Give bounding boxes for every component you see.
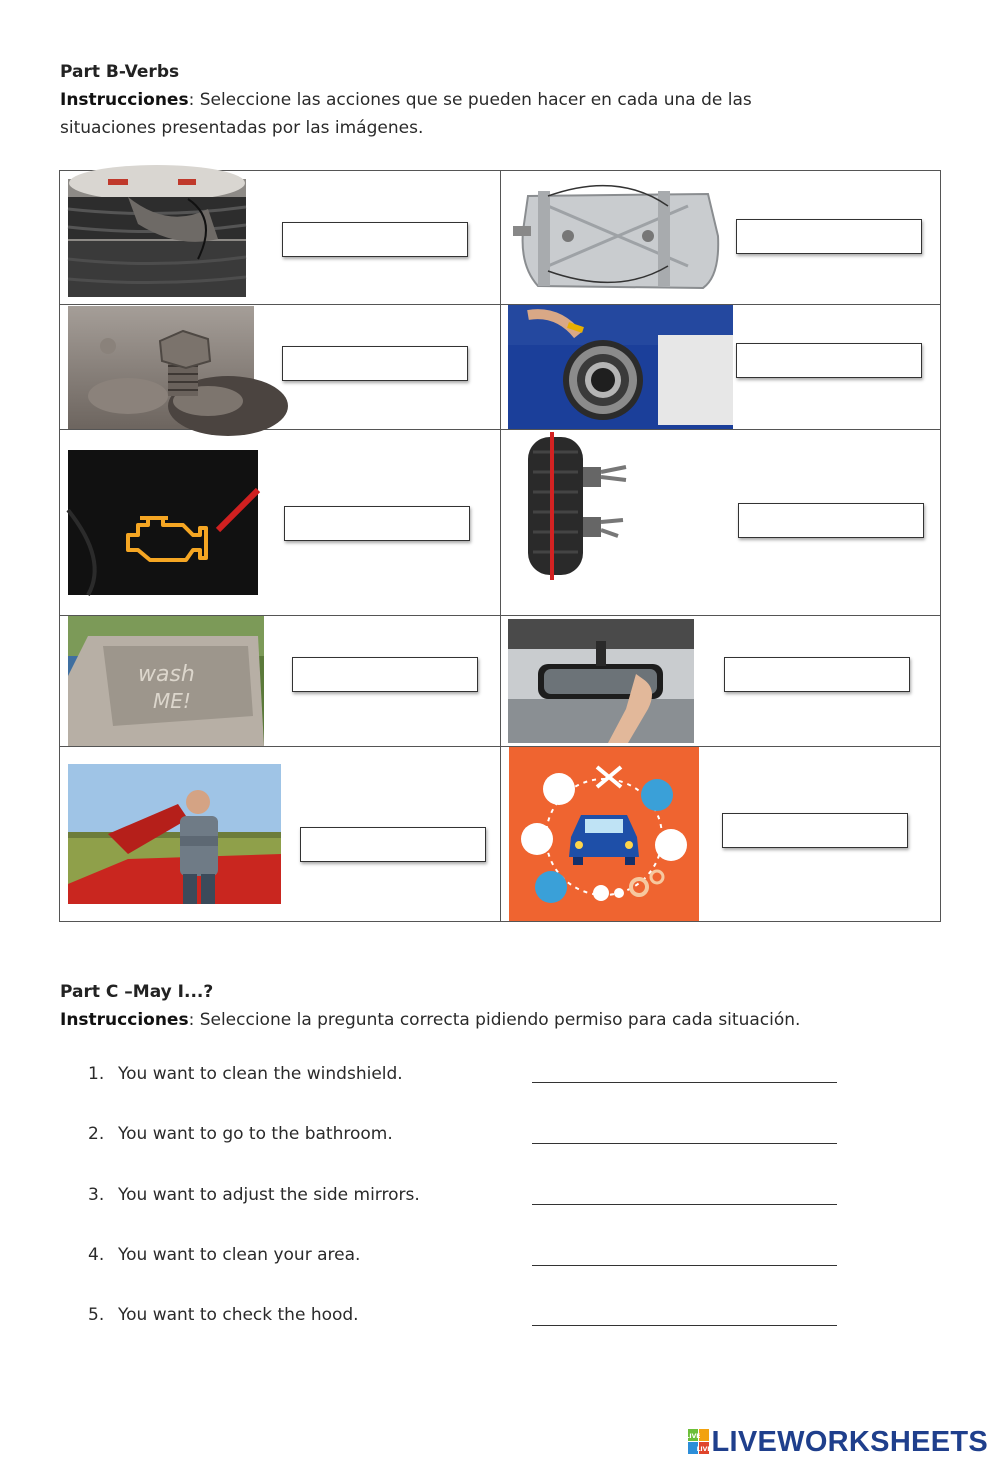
- answer-box-bearing[interactable]: [736, 343, 922, 378]
- question-number: 1.: [88, 1064, 105, 1084]
- wheel-alignment-image: [518, 432, 633, 580]
- answer-line-5[interactable]: [532, 1325, 837, 1326]
- part-c-instructions-label: Instrucciones: [60, 1010, 189, 1030]
- instructions-text: : Seleccione las acciones que se pueden hacer en cada una de las: [188, 90, 752, 110]
- instructions-label: Instrucciones: [60, 90, 189, 110]
- answer-box-wash-car[interactable]: [292, 657, 478, 692]
- question-5: [88, 1305, 359, 1325]
- answer-line-1[interactable]: [532, 1082, 837, 1083]
- question-number: 2.: [88, 1124, 105, 1144]
- question-1: [88, 1064, 403, 1084]
- part-c-title: Part C –May I...?: [60, 982, 214, 1002]
- answer-line-4[interactable]: [532, 1265, 837, 1266]
- question-text: You want to clean the windshield.: [118, 1064, 403, 1084]
- question-4: [88, 1245, 360, 1265]
- check-engine-light-image: [68, 450, 258, 595]
- instructions-text-2: situaciones presentadas por las imágenes.: [60, 118, 424, 138]
- liveworksheets-logo-icon: [685, 1429, 711, 1455]
- question-number: 5.: [88, 1305, 105, 1325]
- answer-box-window-regulator[interactable]: [736, 219, 922, 254]
- question-text: You want to adjust the side mirrors.: [118, 1185, 420, 1205]
- question-2: [88, 1124, 393, 1144]
- logo-badge-top: LIVE: [685, 1433, 700, 1440]
- part-c-instructions-text: : Seleccione la pregunta correcta pidiendo permiso para cada situación.: [188, 1010, 801, 1030]
- question-text: You want to check the hood.: [118, 1305, 359, 1325]
- question-text: You want to clean your area.: [118, 1245, 361, 1265]
- question-3: [88, 1185, 420, 1205]
- window-regulator-image: [508, 176, 730, 296]
- liveworksheets-logo-text: LIVEWORKSHEETS: [711, 1425, 988, 1458]
- part-b-title: Part B-Verbs: [60, 62, 180, 82]
- answer-box-broken-car[interactable]: [300, 827, 486, 862]
- answer-box-worn-tire[interactable]: [282, 222, 468, 257]
- part-c-instructions: [60, 1006, 800, 1034]
- table-divider-row-4: [59, 746, 941, 747]
- bolt-image: [68, 306, 254, 429]
- answer-box-check-engine[interactable]: [284, 506, 470, 541]
- car-maintenance-illustration: [509, 747, 699, 921]
- me-text: ME!: [153, 689, 191, 713]
- rearview-mirror-image: [508, 619, 694, 743]
- broken-car-man-image: [68, 764, 281, 904]
- question-number: 3.: [88, 1185, 105, 1205]
- answer-box-rearview-mirror[interactable]: [724, 657, 910, 692]
- dirty-car-wash-me-image: [68, 616, 264, 746]
- answer-line-2[interactable]: [532, 1143, 837, 1144]
- part-b-instructions: [60, 86, 752, 142]
- answer-box-car-maintenance[interactable]: [722, 813, 908, 848]
- bearing-image: [508, 305, 733, 429]
- table-divider-vertical: [500, 170, 501, 922]
- answer-box-wheel-alignment[interactable]: [738, 503, 924, 538]
- logo-badge-bottom: LIVE: [696, 1446, 711, 1453]
- liveworksheets-logo: [685, 1424, 989, 1460]
- table-divider-row-1: [59, 304, 941, 305]
- answer-box-bolt[interactable]: [282, 346, 468, 381]
- wash-text: wash: [138, 662, 195, 687]
- worn-tire-image: [68, 179, 246, 297]
- question-text: You want to go to the bathroom.: [118, 1124, 393, 1144]
- answer-line-3[interactable]: [532, 1204, 837, 1205]
- question-number: 4.: [88, 1245, 105, 1265]
